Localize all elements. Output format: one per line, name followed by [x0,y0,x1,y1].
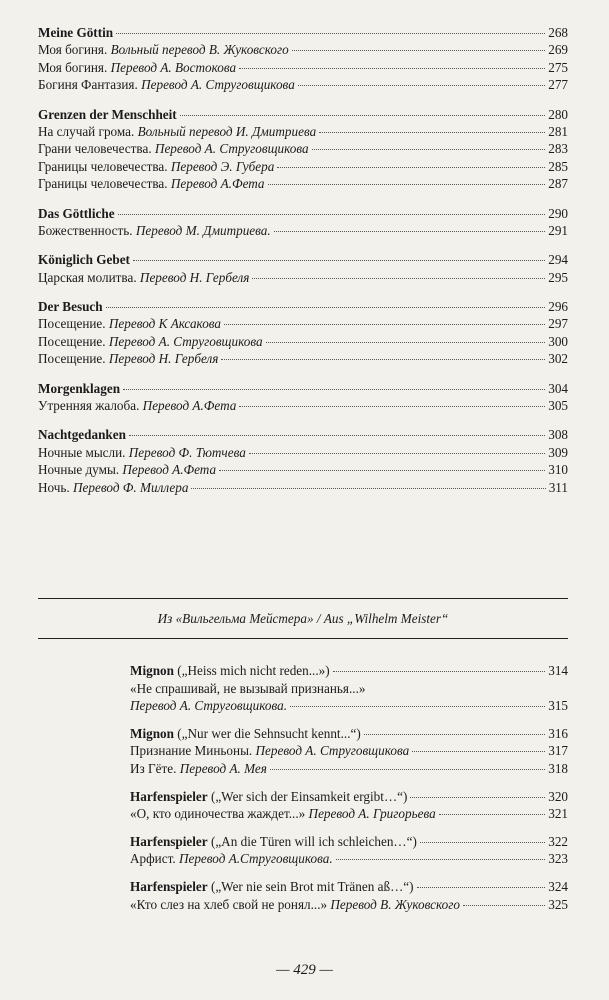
toc-heading-subtitle: („Wer sich der Einsamkeit ergibt…“) [207,788,408,804]
dot-leader [290,706,545,707]
dot-leader [239,406,545,407]
toc-group [130,878,568,913]
dot-leader [268,184,546,185]
dot-leader [191,488,545,489]
toc-entry-row [38,315,568,332]
dot-leader [129,435,545,436]
toc-page-number: 295 [548,269,568,285]
dot-leader [118,214,546,215]
dot-leader [274,231,546,232]
toc-entry-translator: Перевод А.Фета [170,176,265,192]
toc-entry-title-wrap [38,222,271,239]
toc-entry-title: Арфист. [130,851,179,867]
toc-heading-title-wrap [38,106,177,123]
toc-entry-translator: Перевод А. Струговщикова. [130,698,287,714]
section-rule-bottom [38,638,568,639]
dot-leader [364,734,545,735]
dot-leader [249,453,545,454]
toc-heading-row [38,106,568,123]
toc-page-number: 321 [548,806,568,822]
dot-leader [336,859,546,860]
toc-heading-subtitle: („Heiss mich nicht reden...») [173,663,330,678]
toc-heading-title: Das Göttliche [38,205,115,221]
toc-page-number: 324 [548,878,568,894]
dot-leader [270,769,545,770]
toc-entry-translator: Перевод А.Струговщикова. [178,851,333,867]
toc-page-number: 297 [548,316,568,332]
toc-entry-title: Грани человечества. [38,141,155,157]
toc-entry-title: Из Гёте. [130,760,180,776]
toc-entry-title-wrap [38,461,216,478]
toc-entry-title-wrap [38,333,263,350]
toc-entry-title-wrap [38,175,265,192]
table-of-contents [38,24,568,508]
toc-entry-row [38,59,568,76]
toc-heading-title-wrap [130,878,414,896]
toc-heading-subtitle: („Wer nie sein Brot mit Tränen aß…“) [207,878,414,894]
toc-page-number: 280 [548,106,568,122]
toc-entry-translator: Перевод Н. Гербеля [139,269,250,285]
toc-page-number: 277 [548,77,568,93]
toc-page-number: 320 [548,788,568,804]
toc-heading-row [130,725,568,743]
dot-leader [292,50,546,51]
toc-entry-translator: Перевод А. Струговщикова [108,333,263,349]
toc-group [130,662,568,715]
toc-page-number: 304 [548,380,568,396]
toc-page-number: 322 [548,833,568,849]
dot-leader [439,814,546,815]
toc-entry-translator: Вольный перевод И. Дмитриева [137,123,317,139]
toc-entry-translator: Вольный перевод В. Жуковского [110,42,289,58]
toc-page-number: 287 [548,176,568,192]
toc-page-number: 315 [548,698,568,714]
toc-entry-translator: Перевод А.Фета [122,462,217,478]
toc-entry-title-wrap [130,680,365,698]
toc-entry-title-wrap [38,444,246,461]
toc-entry-row [38,333,568,350]
toc-heading-title-wrap [130,833,417,851]
toc-entry-title: «Не спрашивай, не вызывай признанья...» [130,680,366,696]
toc-entry-row [38,461,568,478]
toc-entry-translator: Перевод Ф. Тютчева [128,444,246,460]
toc-entry-row [38,444,568,461]
toc-group [38,106,568,193]
toc-heading-title-wrap [38,205,115,222]
dot-leader [463,905,545,906]
toc-page-number: 310 [548,462,568,478]
toc-entry-title-wrap [38,76,295,93]
toc-entry-title: Моя богиня. [38,42,111,58]
toc-heading-title: Grenzen der Menschheit [38,106,177,122]
toc-entry-title-wrap [38,41,289,58]
dot-leader [298,85,545,86]
dot-leader [266,342,546,343]
toc-page-number: 296 [548,299,568,315]
toc-heading-row [38,251,568,268]
toc-entry-row [38,158,568,175]
dot-leader [133,260,545,261]
toc-page-number: 275 [548,59,568,75]
toc-page-number: 269 [548,42,568,58]
toc-entry-row [38,76,568,93]
toc-page-number: 317 [548,743,568,759]
toc-page-number: 268 [548,25,568,40]
toc-entry-translator: Перевод А. Востокова [110,59,237,75]
toc-entry-row [130,896,568,914]
toc-entry-title: Посещение. [38,333,109,349]
dot-leader [252,278,545,279]
toc-entry-title: Богиня Фантазия. [38,77,142,93]
toc-entry-row [38,269,568,286]
toc-heading-title-wrap [38,426,126,443]
toc-group [130,788,568,823]
toc-entry-title: На случай грома. [38,123,138,139]
section-rule-top [38,598,568,599]
toc-entry-translator: Перевод А. Струговщикова [255,743,410,759]
toc-heading-title-wrap [130,662,330,680]
toc-entry-translator: Перевод А.Фета [142,398,237,414]
dot-leader [180,115,546,116]
table-of-contents-meister [130,662,568,923]
toc-entry-translator: Перевод К Аксакова [108,316,222,332]
toc-entry-title: Утренняя жалоба. [38,398,143,414]
toc-entry-title: Границы человечества. [38,176,171,192]
toc-page-number: 309 [548,444,568,460]
dot-leader [410,797,545,798]
toc-heading-title: Der Besuch [38,299,103,315]
toc-entry-row [130,760,568,778]
toc-heading-subtitle: („An die Türen will ich schleichen…“) [207,833,417,849]
toc-entry-title-wrap [38,397,236,414]
toc-heading-title-wrap [38,298,103,315]
toc-entry-title: Посещение. [38,316,109,332]
toc-entry-title: «О, кто одиночества жаждет...» [130,806,309,822]
toc-page-number: 325 [548,896,568,912]
toc-entry-row [38,350,568,367]
toc-heading-title: Mignon [130,663,174,678]
dot-leader [221,359,545,360]
toc-heading-row [130,662,568,680]
toc-entry-row [38,41,568,58]
toc-entry-title-wrap [130,742,409,760]
toc-page-number: 323 [548,851,568,867]
toc-entry-title-wrap [38,479,188,496]
toc-entry-row [130,805,568,823]
toc-entry-title: Посещение. [38,351,109,367]
toc-entry-title: «Кто слез на хлеб свой не ронял...» [130,896,331,912]
toc-heading-row [38,298,568,315]
toc-heading-row [130,788,568,806]
toc-entry-row [38,140,568,157]
toc-heading-title: Harfenspieler [130,788,208,804]
toc-heading-title: Königlich Gebet [38,252,130,268]
toc-entry-title: Границы человечества. [38,158,171,174]
page-number: — 429 — [276,962,333,978]
toc-entry-title: Моя богиня. [38,59,111,75]
toc-heading-row [38,205,568,222]
toc-entry-title: Ночь. [38,479,74,495]
toc-entry-translator: Перевод А. Струговщикова [154,141,309,157]
toc-heading-title-wrap [38,251,130,268]
toc-entry-translator: Перевод М. Дмитриева. [135,222,271,238]
dot-leader [319,132,545,133]
dot-leader [420,842,545,843]
toc-entry-title-wrap [130,850,333,868]
toc-heading-title-wrap [38,380,120,397]
toc-entry-title: Ночные думы. [38,462,123,478]
toc-heading-row [38,380,568,397]
toc-page-number: 281 [548,123,568,139]
toc-heading-title: Meine Göttin [38,25,114,40]
dot-leader [224,324,545,325]
toc-page-number: 316 [548,725,568,741]
toc-page-number: 285 [548,158,568,174]
dot-leader [106,307,546,308]
toc-entry-translator: Перевод Э. Губера [170,158,275,174]
toc-heading-title-wrap [130,788,407,806]
toc-entry-translator: Перевод Н. Гербеля [108,351,219,367]
toc-group [38,380,568,415]
toc-entry-translator: Перевод А. Струговщикова [141,77,295,93]
toc-entry-title-wrap [38,140,309,157]
toc-entry-row [38,397,568,414]
toc-group [38,426,568,496]
toc-entry-title-wrap [38,123,316,140]
dot-leader [219,470,545,471]
toc-group [130,833,568,868]
toc-entry-title-wrap [130,805,436,823]
toc-entry-title-wrap [38,269,249,286]
toc-page-number: 290 [548,205,568,221]
toc-entry-row [130,742,568,760]
dot-leader [116,33,545,34]
toc-page-number: 294 [548,252,568,268]
toc-entry-row [130,697,568,715]
toc-entry-row [38,175,568,192]
toc-entry-title: Признание Миньоны. [130,743,256,759]
toc-page-number: 318 [548,760,568,776]
dot-leader [277,167,545,168]
toc-heading-title: Harfenspieler [130,878,208,894]
toc-group [130,725,568,778]
toc-page-number: 300 [548,333,568,349]
dot-leader [417,887,546,888]
toc-page-number: 311 [548,479,568,495]
toc-page-number: 291 [548,222,568,238]
toc-heading-row [130,878,568,896]
toc-group [38,251,568,286]
toc-entry-row [130,850,568,868]
toc-heading-title-wrap [130,725,361,743]
toc-entry-row [38,222,568,239]
section-title: Из «Вильгельма Мейстера» / Aus „Wilhelm Meister“ [157,611,449,626]
toc-page-number: 302 [548,351,568,367]
toc-heading-subtitle: („Nur wer die Sehnsucht kennt...“) [173,725,361,741]
toc-heading-row [38,24,568,41]
toc-group [38,298,568,368]
dot-leader [239,68,545,69]
toc-entry-title: Царская молитва. [38,269,140,285]
toc-entry-row [38,479,568,496]
toc-entry-title-wrap [38,59,236,76]
dot-leader [412,751,545,752]
toc-heading-title: Morgenklagen [38,380,121,396]
toc-entry-title-wrap [130,896,460,914]
toc-entry-title-wrap [38,350,218,367]
toc-group [38,24,568,94]
toc-entry-title: Ночные мысли. [38,444,129,460]
toc-entry-title-wrap [130,760,267,778]
toc-entry-title: Божественность. [38,222,136,238]
toc-entry-row [130,680,568,698]
dot-leader [123,389,545,390]
toc-entry-title-wrap [38,315,221,332]
toc-heading-title-wrap [38,24,113,41]
toc-entry-title-wrap [38,158,274,175]
toc-page-number: 308 [548,427,568,443]
toc-heading-row [38,426,568,443]
toc-heading-title: Nachtgedanken [38,427,126,443]
toc-page-number: 305 [548,398,568,414]
toc-entry-translator: Перевод В. Жуковского [330,896,461,912]
toc-heading-row [130,833,568,851]
dot-leader [312,149,546,150]
toc-heading-title: Harfenspieler [130,833,208,849]
toc-heading-title: Mignon [130,725,174,741]
toc-group [38,205,568,240]
toc-entry-row [38,123,568,140]
toc-page-number: 314 [548,663,568,678]
toc-entry-translator: Перевод А. Григорьева [308,806,436,822]
toc-entry-translator: Перевод А. Мея [179,760,267,776]
toc-page-number: 283 [548,141,568,157]
dot-leader [333,671,546,672]
toc-entry-title-wrap [130,697,287,715]
toc-entry-translator: Перевод Ф. Миллера [73,479,189,495]
